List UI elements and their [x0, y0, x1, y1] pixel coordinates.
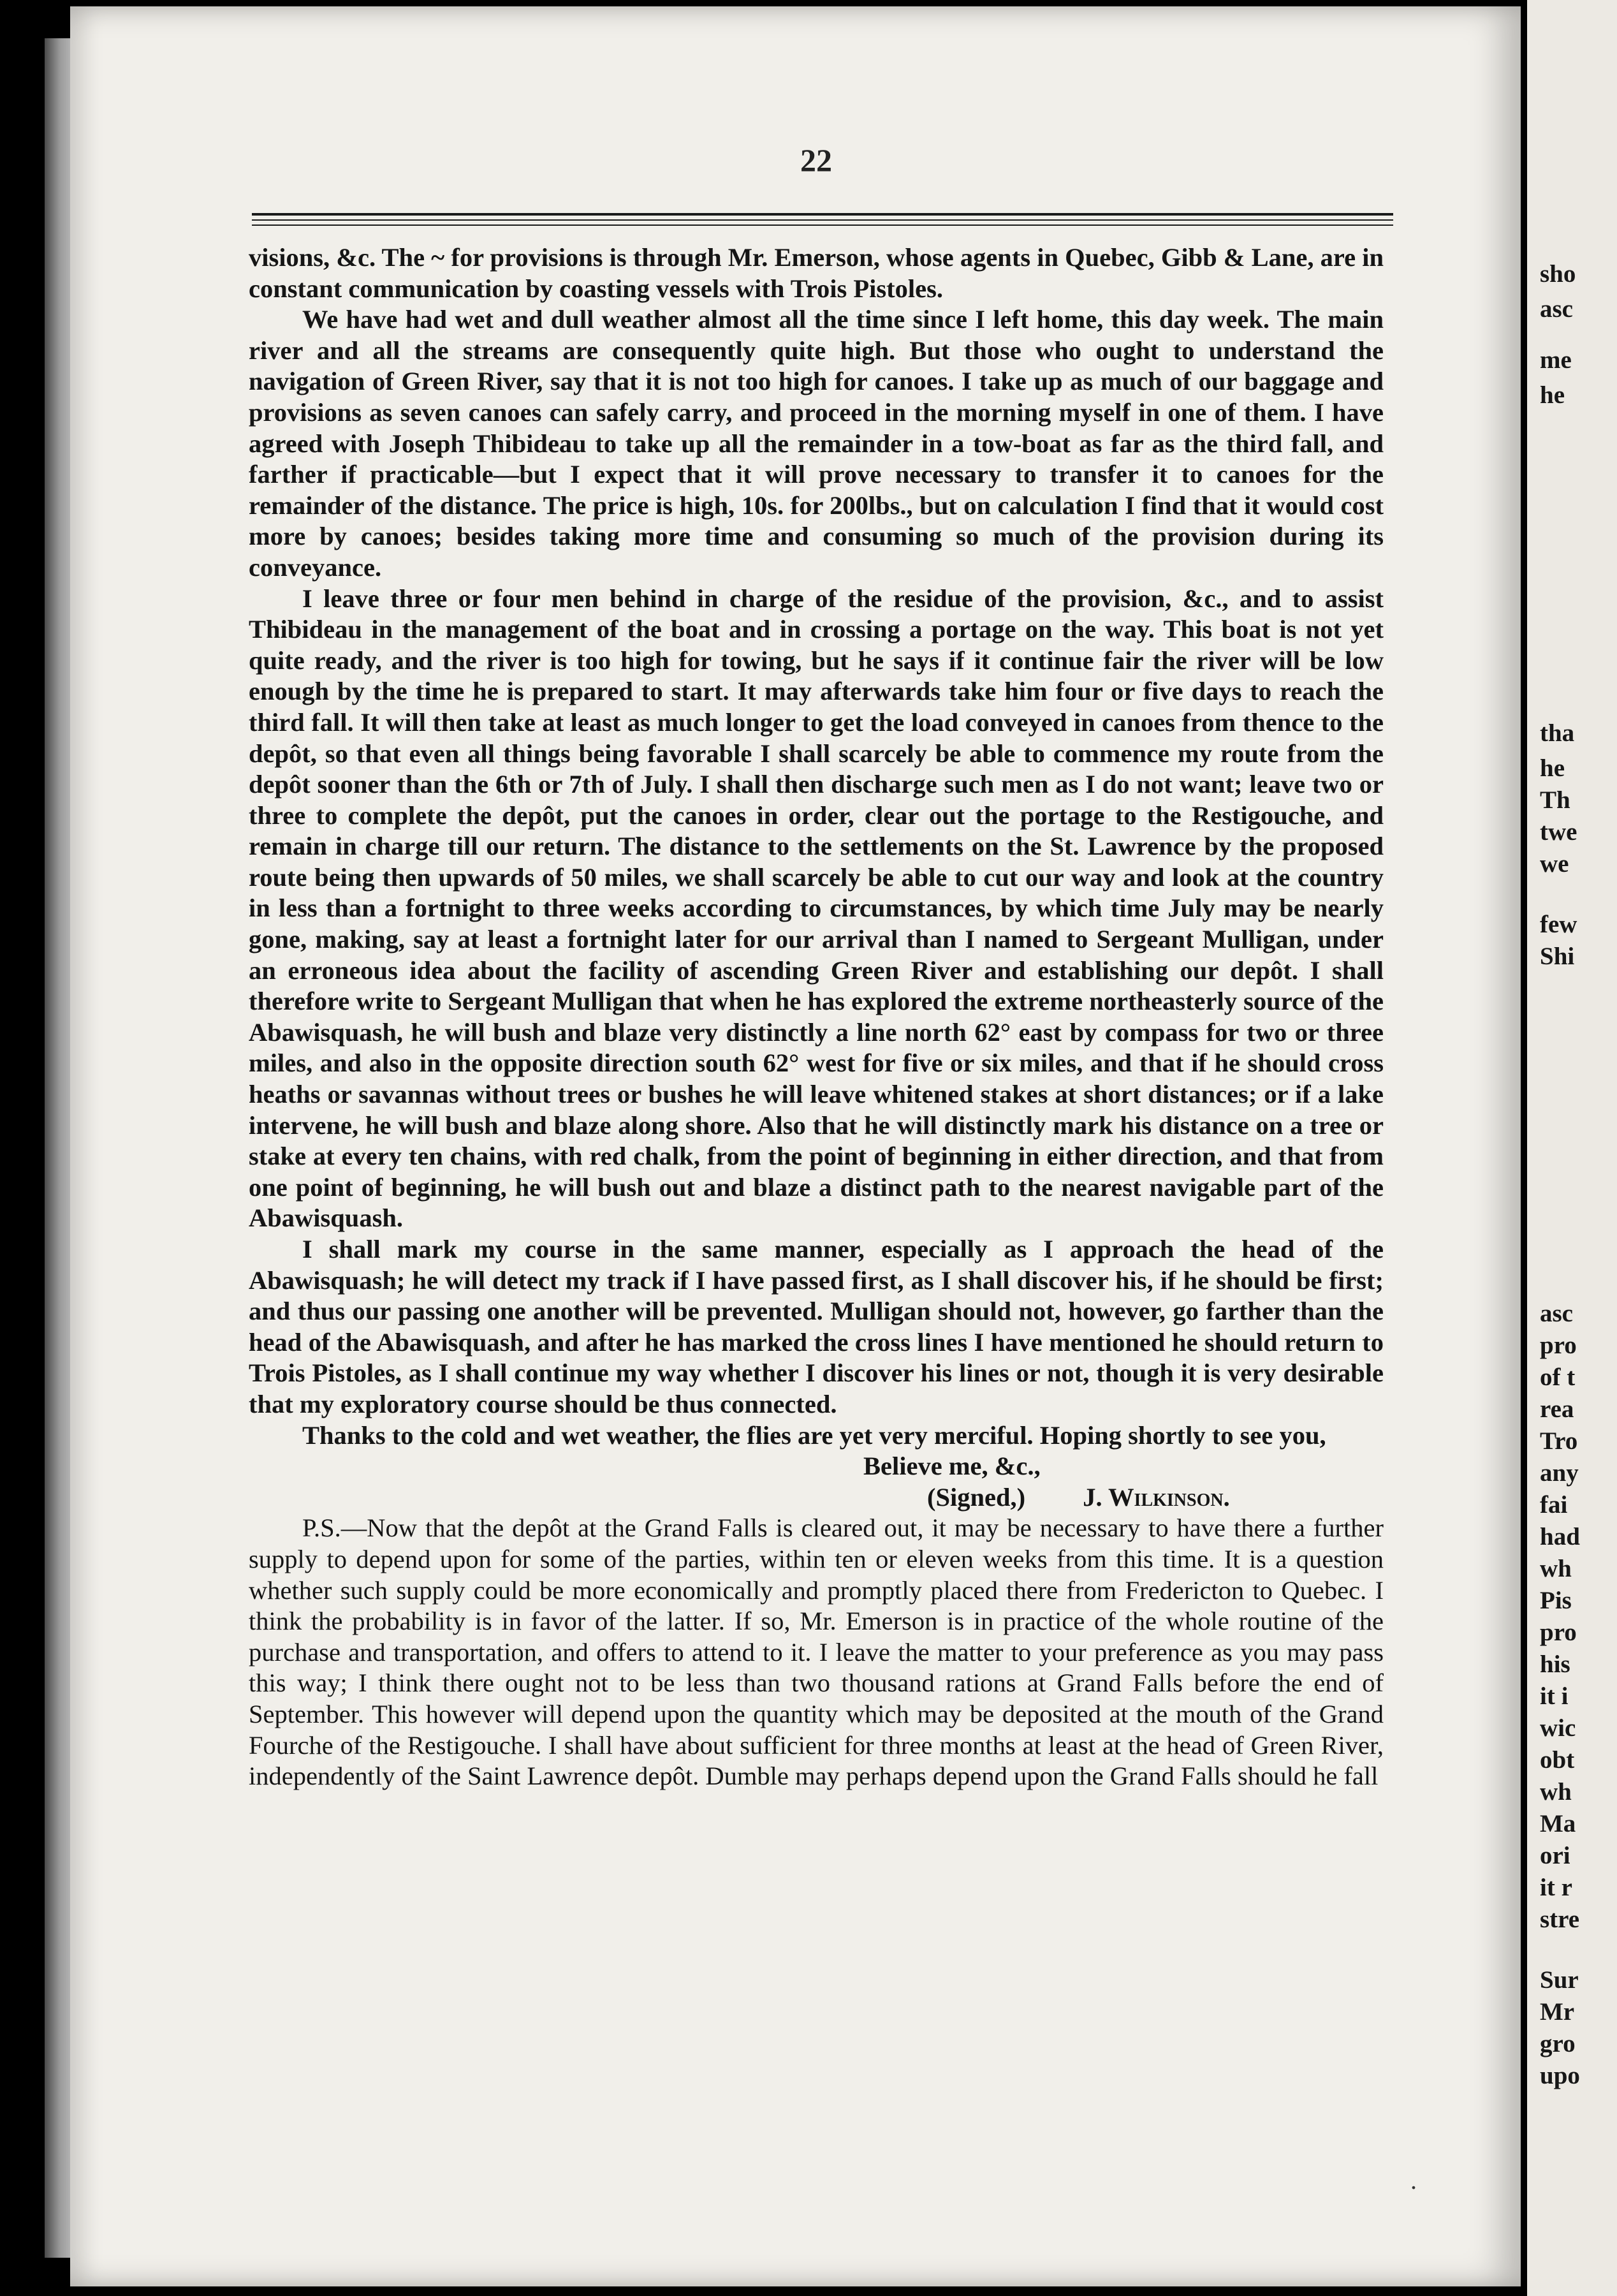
- facing-page-fragment: it i: [1540, 1682, 1569, 1710]
- paragraph: visions, &c. The ~ for provisions is through Mr. Emerson, whose agents in Quebec, Gibb & Lane, are in constant communication by coasting vessels with Trois Pistoles.: [249, 243, 1384, 303]
- closing-salutation: Believe me, &c.,: [863, 1452, 1041, 1481]
- facing-page-fragment: Sur: [1540, 1966, 1579, 1994]
- facing-page-fragment: stre: [1540, 1906, 1580, 1933]
- facing-page-fragment: sho: [1540, 260, 1576, 288]
- facing-page-fragment: few: [1540, 911, 1577, 938]
- facing-page-fragment: any: [1540, 1459, 1579, 1487]
- facing-page-fragment: Shi: [1540, 943, 1575, 970]
- paragraph: I shall mark my course in the same manner, especially as I approach the head of the Abawisquash; he will detect my track if I have passed first, as I shall discover his, if he should be first; and thus our passing one another will be prevented. Mulligan should not, however, go farther than the head of the Abawisquash, and after he has marked the cross lines I have mentioned he should return to Trois Pistoles, as I shall continue my way whether I discover his lines or not, though it is very desirable that my exploratory course should be thus connected.: [249, 1235, 1384, 1418]
- paragraph: We have had wet and dull weather almost all the time since I left home, this day week. The main river and all the streams are consequently quite high. But those who ought to understand the navigation of Green River, say that it is not too high for canoes. I take up as much of our baggage and provisions as seven canoes can safely carry, and proceed in the morning myself in one of them. I have agreed with Joseph Thibideau to take up all the remainder in a tow-boat as far as the third fall, and farther if practicable—but I expect that it will prove necessary to transfer it to canoes for the remainder of the distance. The price is high, 10s. for 200lbs., but on calculation I find that it would cost more by canoes; besides taking more time and consuming so much of the provision during its conveyance.: [249, 305, 1384, 582]
- facing-page-fragment: he: [1540, 381, 1565, 409]
- facing-page-fragment: had: [1540, 1523, 1580, 1550]
- facing-page-fragment: me: [1540, 346, 1572, 374]
- facing-page-edge: [1527, 0, 1617, 2296]
- facing-page-fragment: we: [1540, 850, 1569, 878]
- facing-page-fragment: fai: [1540, 1491, 1568, 1519]
- header-rule: [252, 224, 1393, 226]
- facing-page-fragment: asc: [1540, 295, 1573, 323]
- facing-page-fragment: it r: [1540, 1874, 1572, 1901]
- facing-page-fragment: pro: [1540, 1332, 1577, 1359]
- facing-page-fragment: Pis: [1540, 1587, 1572, 1614]
- facing-page-fragment: twe: [1540, 818, 1577, 846]
- facing-page-fragment: wh: [1540, 1778, 1572, 1806]
- facing-page-fragment: Mr: [1540, 1998, 1575, 2026]
- facing-page-fragment: he: [1540, 754, 1565, 782]
- signed-label: (Signed,): [927, 1482, 1026, 1512]
- facing-page-fragment: his: [1540, 1651, 1570, 1678]
- facing-page-fragment: gro: [1540, 2030, 1576, 2057]
- facing-page-fragment: wh: [1540, 1555, 1572, 1582]
- facing-page-fragment: ori: [1540, 1842, 1570, 1869]
- facing-page-fragment: Ma: [1540, 1810, 1576, 1837]
- print-speck: .: [1410, 2166, 1417, 2195]
- facing-page-fragment: obt: [1540, 1746, 1575, 1774]
- facing-page-fragment: Tro: [1540, 1427, 1578, 1455]
- signature-line: [249, 1482, 1384, 1513]
- postscript: P.S.—Now that the depôt at the Grand Falls is cleared out, it may be necessary to have there a further supply to depend upon for some of the parties, within ten or eleven weeks from this time. It is a question whether such supply could be more economically and promptly placed there from Fredericton to Quebec. I think the probability is in favor of the latter. If so, Mr. Emerson is in practice of the whole routine of the purchase and transportation, and offers to attend to it. I leave the matter to your preference as you may pass this way; I think there ought not to be less than two thousand rations at Grand Falls before the end of September. This however will depend upon the quantity which may be deposited at the mouth of the Grand Fourche of the Restigouche. I shall have about sufficient for three months at least at the head of Green River, independently of the Saint Lawrence depôt. Dumble may perhaps depend upon the Grand Falls should he fall: [249, 1513, 1384, 1791]
- letter-body: [249, 242, 1384, 1792]
- signature-name: J. Wilkinson.: [1083, 1482, 1230, 1512]
- facing-page-fragment: rea: [1540, 1395, 1574, 1423]
- letter-closing: [249, 1451, 1384, 1513]
- facing-page-fragment: upo: [1540, 2062, 1580, 2089]
- page-number: 22: [800, 142, 832, 178]
- header-rule: [252, 219, 1393, 221]
- facing-page-fragment: of t: [1540, 1364, 1576, 1391]
- header-rule: [252, 213, 1393, 216]
- facing-page-fragment: Th: [1540, 786, 1570, 814]
- facing-page-fragment: pro: [1540, 1619, 1577, 1646]
- facing-page-fragment: tha: [1540, 719, 1575, 747]
- paragraph: Thanks to the cold and wet weather, the flies are yet very merciful. Hoping shortly to see you,: [302, 1420, 1326, 1450]
- facing-page-fragment: wic: [1540, 1714, 1576, 1742]
- facing-page-fragment: asc: [1540, 1300, 1573, 1327]
- paragraph: I leave three or four men behind in charge of the residue of the provision, &c., and to assist Thibideau in the management of the boat and in crossing a portage on the way. This boat is not yet quite ready, and the river is too high for towing, but he says if it continue fair the river will be low enough by the time he is prepared to start. It may afterwards take him four or five days to reach the third fall. It will then take at least as much longer to get the load conveyed in canoes from thence to the depôt, so that even all things being favorable I shall scarcely be able to commence my route from the depôt sooner than the 6th or 7th of July. I shall then discharge such men as I do not want; leave two or three to complete the depôt, put the canoes in order, clear out the portage to the Restigouche, and remain in charge till our return. The distance to the settlements on the St. Lawrence by the proposed route being then upwards of 50 miles, we shall scarcely be able to cut our way and look at the country in less than a fortnight to three weeks according to circumstances, by which time July may be nearly gone, making, say at least a fortnight later for our arrival than I named to Sergeant Mulligan, under an erroneous idea about the facility of ascending Green River and establishing our depôt. I shall therefore write to Sergeant Mulligan that when he has explored the extreme northeasterly source of the Abawisquash, he will bush and blaze very distinctly a line north 62° east by compass for two or three miles, and also in the opposite direction south 62° west for five or six miles, and that if he should cross heaths or savannas without trees or bushes he will leave whitened stakes at short distances; or if a lake intervene, he will bush and blaze along shore. Also that he will distinctly mark his distance on a tree or stake at every ten chains, with red chalk, from the point of beginning in either direction, and that from one point of beginning, he will bush out and blaze a distinct path to the nearest navigable part of the Abawisquash.: [249, 584, 1384, 1233]
